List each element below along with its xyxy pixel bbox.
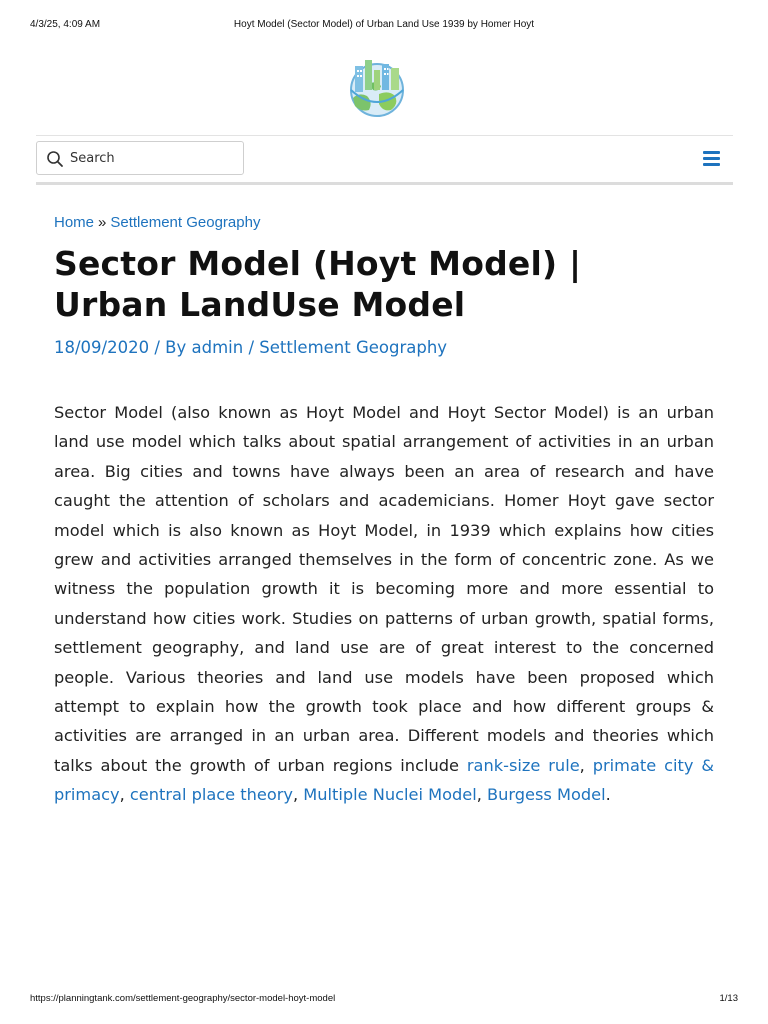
breadcrumb-separator: » — [98, 214, 107, 231]
post-date-link[interactable]: 18/09/2020 — [54, 338, 150, 357]
link-primate-city[interactable]: primate city & primacy — [54, 755, 714, 805]
article-paragraph — [54, 398, 714, 810]
site-logo[interactable] — [339, 56, 415, 120]
post-category-link[interactable]: Settlement Geography — [259, 338, 448, 357]
search-placeholder: Search — [70, 151, 115, 166]
link-separator: , — [119, 785, 130, 805]
page-title: Sector Model (Hoyt Model) | Urban LandUse Model — [54, 244, 582, 324]
post-meta-by: / By — [149, 338, 192, 357]
print-header — [0, 19, 768, 33]
nav-divider-top — [36, 135, 733, 136]
print-url: https://planningtank.com/settlement-geography/sector-model-hoyt-model — [30, 993, 336, 1004]
link-burgess-model[interactable]: Burgess Model — [487, 785, 606, 805]
link-rank-size-rule[interactable]: rank-size rule — [466, 755, 580, 775]
print-footer — [0, 993, 768, 1007]
print-page-number: 1/13 — [719, 993, 738, 1004]
link-separator: , — [579, 755, 593, 775]
search-icon[interactable] — [46, 150, 64, 168]
print-document-title: Hoyt Model (Sector Model) of Urban Land Use 1939 by Homer Hoyt — [233, 19, 535, 30]
link-separator: , — [293, 785, 304, 805]
breadcrumb — [54, 214, 260, 231]
article-end-punctuation: . — [605, 785, 611, 805]
search-input[interactable] — [36, 141, 244, 175]
nav-divider-bottom — [36, 182, 733, 185]
hamburger-menu-icon[interactable] — [703, 151, 720, 166]
breadcrumb-home-link[interactable]: Home — [54, 214, 95, 231]
link-multiple-nuclei-model[interactable]: Multiple Nuclei Model — [303, 785, 477, 805]
post-meta-separator: / — [243, 338, 260, 357]
print-datetime: 4/3/25, 4:09 AM — [30, 19, 101, 30]
article-text: Sector Model (also known as Hoyt Model and Hoyt Sector Model) is an urban land use model which talks about spatial arrangement of activities in an urban area. Big cities and towns have always been an area of research and have caught the attention of scholars and academicians. Homer Hoyt gave sector model which is also known as Hoyt Model, in 1939 which explains how cities grew and activities arranged themselves in the form of concentric zone. As we witness the population growth it is becoming more and more essential to understand how cities work. Studies on patterns of urban growth, spatial forms, settlement geography, and land use are of great interest to the concerned people. Various theories and land use models have been proposed which attempt to explain how the growth took place and how different groups & activities are arranged in an urban area. Different models and theories which talks about the growth of urban regions include — [54, 403, 714, 775]
breadcrumb-category-link[interactable]: Settlement Geography — [110, 214, 261, 231]
post-author-link[interactable]: admin — [191, 338, 244, 357]
link-separator: , — [476, 785, 488, 805]
post-meta — [54, 338, 447, 357]
city-globe-logo-icon — [339, 56, 415, 120]
link-central-place-theory[interactable]: central place theory — [129, 785, 293, 805]
